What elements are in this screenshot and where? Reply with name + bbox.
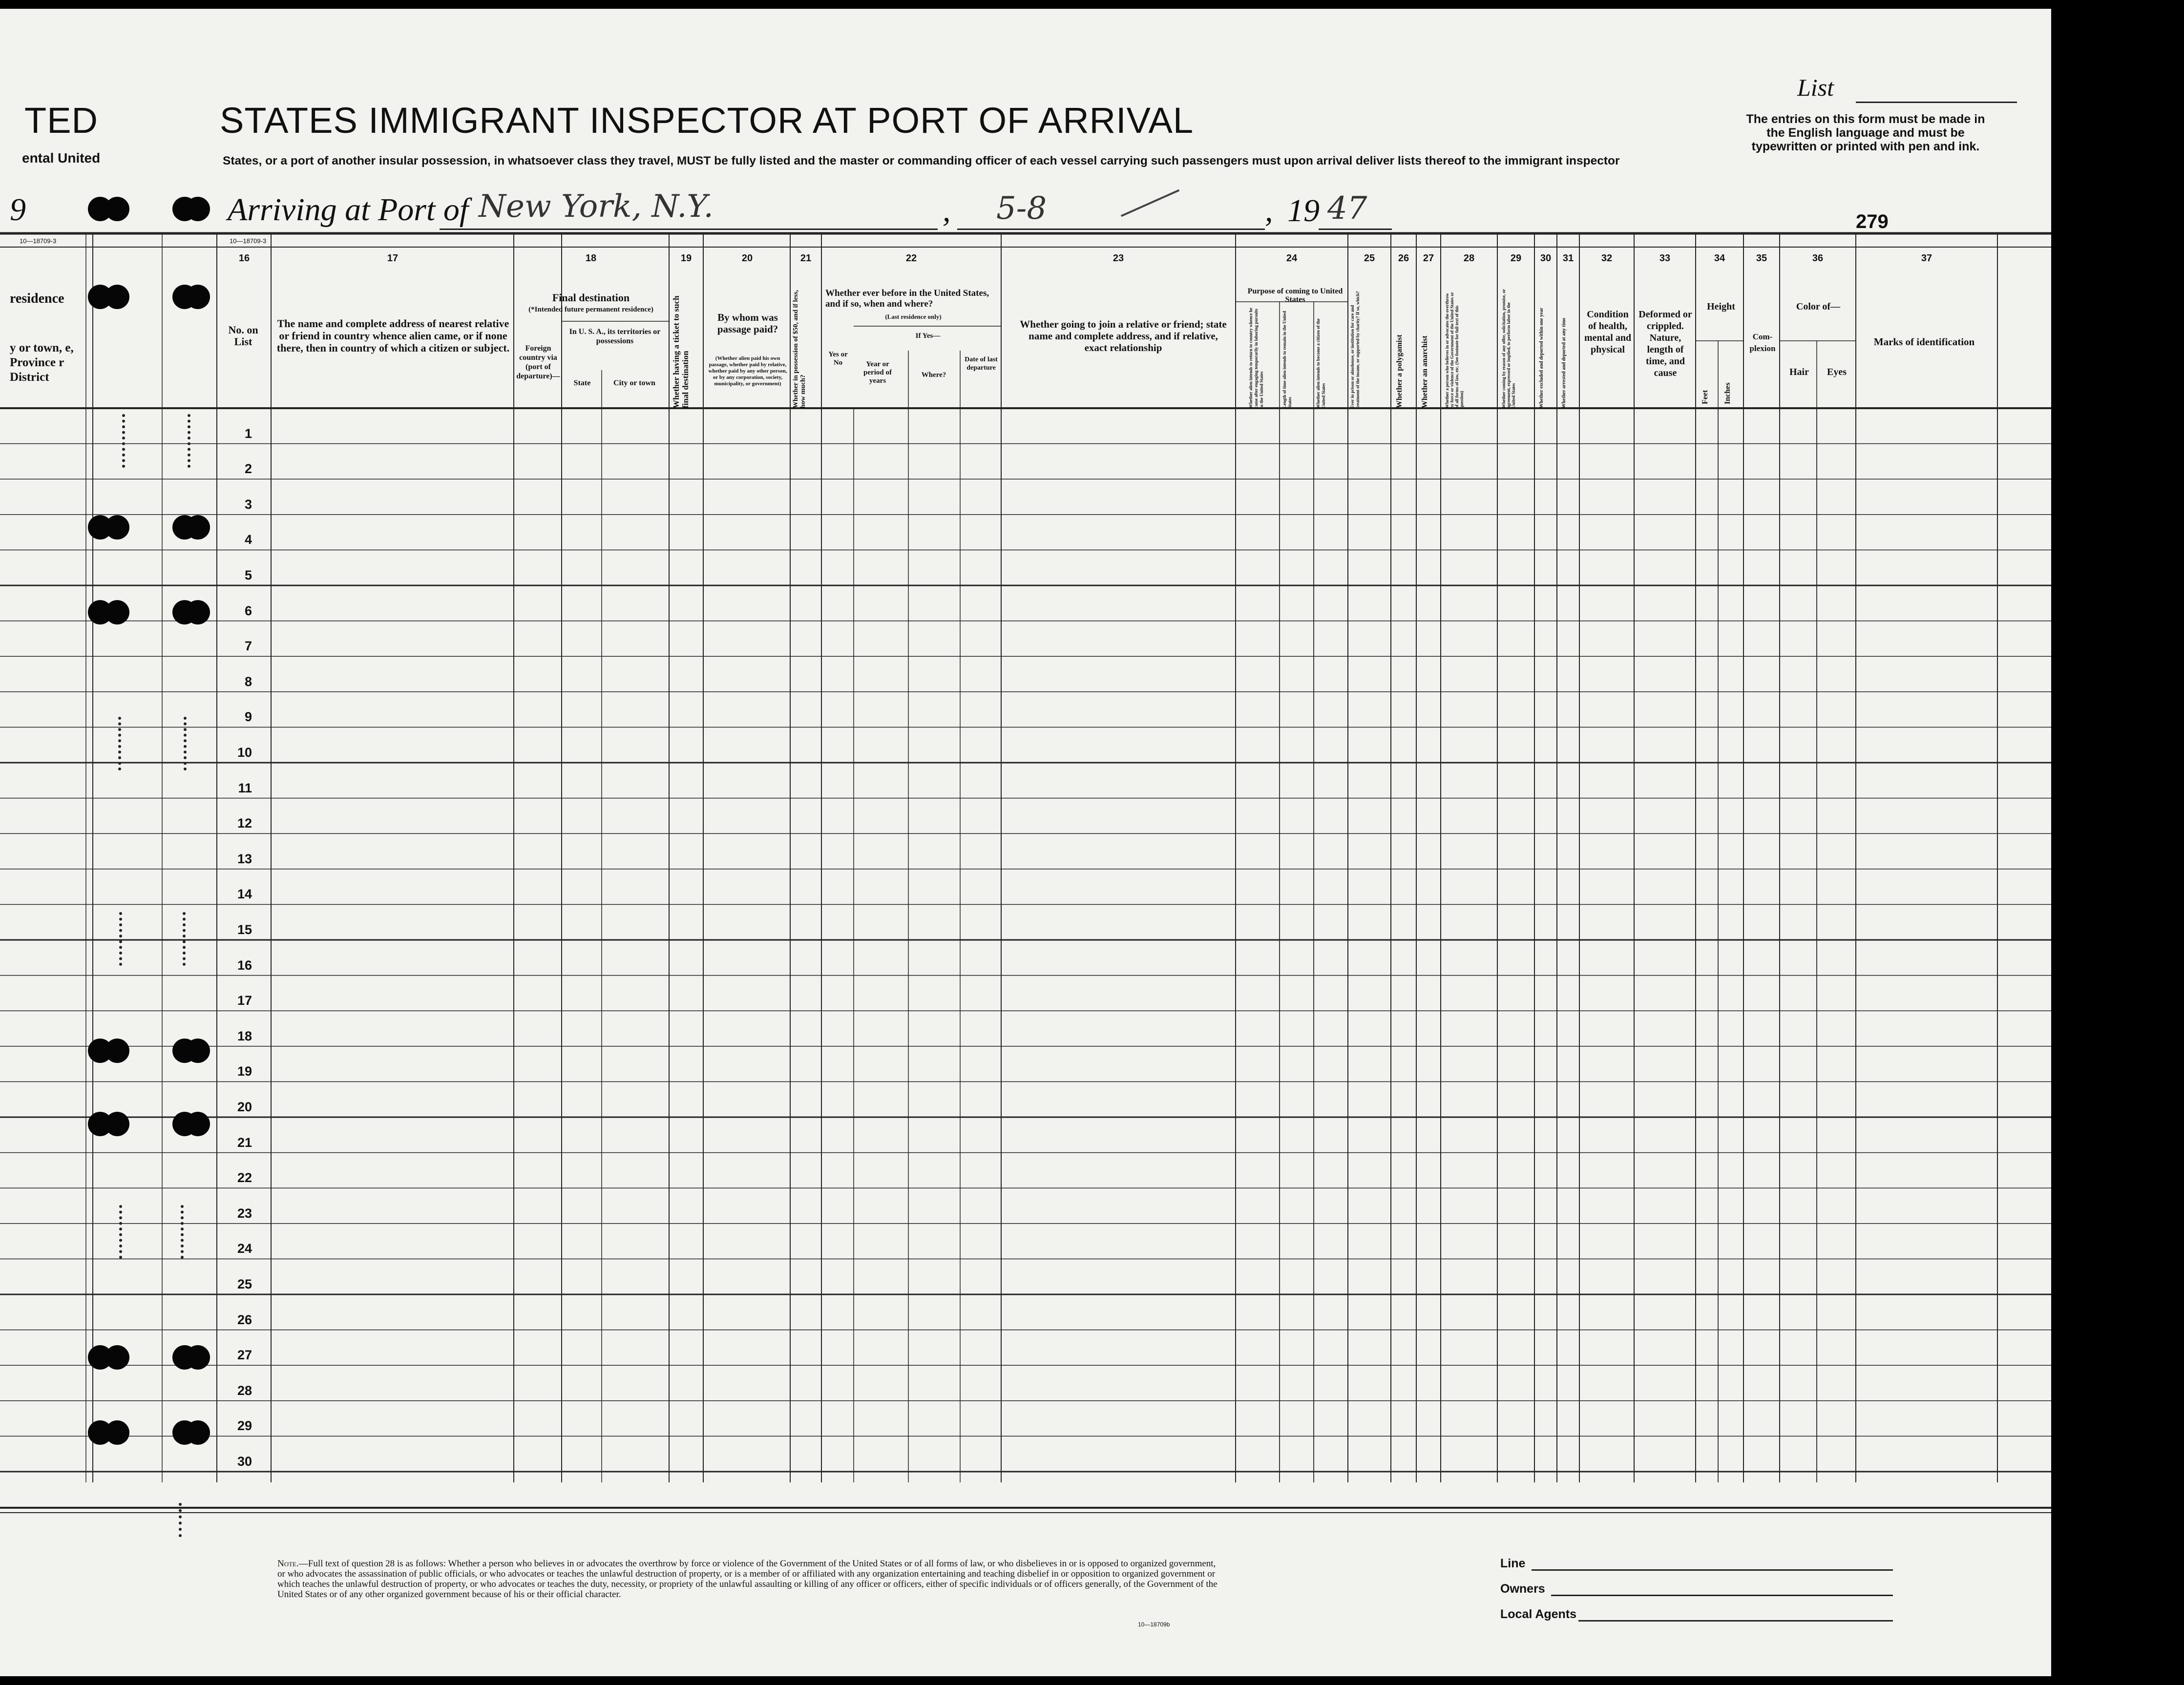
header-purpose-a: Whether alien intends to return to country whence he came after engaging temporarily in laboring pursuits in the United States bbox=[1248, 308, 1264, 408]
header-arrested-deported: Whether arrested and deported at any time bbox=[1561, 317, 1567, 408]
header-ticket: Whether having a ticket to such final destination bbox=[672, 295, 690, 408]
date-handwritten: 5-8 bbox=[996, 190, 1047, 227]
punch-hole bbox=[186, 1420, 210, 1445]
header-if-yes: If Yes— bbox=[915, 332, 941, 340]
punch-hole bbox=[105, 600, 129, 624]
column-number: 19 bbox=[680, 253, 692, 264]
footnote-question-28 bbox=[277, 1559, 1225, 1600]
manifest-sheet bbox=[0, 9, 2051, 1676]
punch-hole bbox=[105, 197, 129, 221]
row-number: 2 bbox=[244, 461, 252, 477]
row-number: 16 bbox=[237, 957, 252, 973]
punch-dots bbox=[184, 717, 189, 770]
punch-dots bbox=[183, 912, 189, 966]
row-number: 11 bbox=[238, 780, 252, 795]
column-number: 16 bbox=[238, 253, 250, 264]
row-number: 25 bbox=[237, 1277, 252, 1291]
header-eyes: Eyes bbox=[1827, 367, 1847, 377]
column-number: 23 bbox=[1113, 253, 1124, 264]
column-number: 37 bbox=[1921, 253, 1932, 264]
form-code-left: 10—18709-3 bbox=[20, 237, 57, 245]
punch-dots bbox=[181, 1205, 187, 1259]
column-number: 33 bbox=[1659, 253, 1671, 264]
punch-dots bbox=[119, 912, 125, 966]
row-number: 18 bbox=[237, 1028, 252, 1043]
arriving-label: Arriving at Port of bbox=[228, 192, 469, 228]
row-number: 22 bbox=[237, 1170, 252, 1186]
row-number: 1 bbox=[244, 426, 252, 441]
header-overthrow: Whether a person who believes in or advocates the overthrow by force or violence of the Government of the United States or of all forms of law, etc. (See footnote for full text of this question) bbox=[1445, 292, 1464, 408]
signature-owners-field[interactable] bbox=[1551, 1595, 1893, 1596]
header-in-usa: In U. S. A., its territories or possessions bbox=[569, 328, 661, 345]
punch-hole bbox=[105, 1345, 129, 1370]
column-number: 36 bbox=[1812, 253, 1824, 264]
column-number: 32 bbox=[1601, 253, 1613, 264]
port-handwritten: New York, N.Y. bbox=[479, 188, 714, 225]
table-grid bbox=[0, 9, 2051, 1676]
header-by-whom-paid-note: (Whether alien paid his own passage, whether paid by relative, whether paid by any other person, or by any corporation, society, municipality, or government) bbox=[708, 355, 787, 387]
punch-hole bbox=[186, 1039, 210, 1063]
header-ever-before: Whether ever before in the United States, and if so, when and where? bbox=[825, 288, 989, 309]
year-handwritten: 47 bbox=[1327, 190, 1367, 227]
header-anarchist: Whether an anarchist bbox=[1421, 335, 1429, 408]
left-fragment: 9 bbox=[10, 192, 26, 228]
row-number: 19 bbox=[237, 1064, 252, 1079]
header-deformed: Deformed or crippled. Nature, length of time, and cause bbox=[1638, 309, 1692, 378]
header-no-on-list: No. on List bbox=[228, 324, 258, 348]
english-language-notice: The entries on this form must be made in the English language and must be typewritten or printed with pen and ink. bbox=[1746, 112, 1985, 153]
header-hair: Hair bbox=[1789, 367, 1809, 377]
header-state: State bbox=[573, 379, 591, 387]
header-feet: Feet bbox=[1701, 390, 1709, 404]
comma-2: , bbox=[1265, 193, 1273, 229]
column-number: 29 bbox=[1510, 253, 1522, 264]
row-number: 7 bbox=[244, 639, 252, 654]
row-number: 12 bbox=[237, 816, 252, 831]
column-number: 34 bbox=[1714, 253, 1725, 264]
row-number: 20 bbox=[237, 1100, 252, 1114]
header-polygamist: Whether a polygamist bbox=[1395, 334, 1404, 408]
header-year-or-period: Year or period of years bbox=[863, 360, 892, 385]
stamped-number: 279 bbox=[1856, 211, 1889, 232]
row-number: 21 bbox=[237, 1135, 252, 1150]
header-date-last-departure: Date of last departure bbox=[965, 356, 998, 372]
header-possession-50: Whether in possession of $50, and if less, how much? bbox=[792, 290, 807, 408]
column-number: 31 bbox=[1562, 253, 1574, 264]
row-number: 5 bbox=[244, 568, 252, 582]
column-number: 25 bbox=[1364, 253, 1375, 264]
header-final-destination-note: (*Intended future permanent residence) bbox=[528, 306, 653, 313]
row-number: 10 bbox=[237, 745, 252, 760]
punch-hole bbox=[186, 197, 210, 221]
header-joining-relative: Whether going to join a relative or friend; state name and complete address, and if relative, exact relationship bbox=[1020, 318, 1227, 354]
row-number: 15 bbox=[237, 922, 252, 937]
row-number: 4 bbox=[244, 532, 252, 547]
row-number: 24 bbox=[237, 1241, 252, 1256]
signature-line-field[interactable] bbox=[1532, 1569, 1893, 1571]
year-prefix: 19 bbox=[1287, 193, 1320, 229]
header-condition-health: Condition of health, mental and physical bbox=[1584, 309, 1632, 355]
header-nearest-relative: The name and complete address of nearest relative or friend in country whence alien came, or if none there, then in country of which a citizen or subject. bbox=[276, 317, 510, 354]
row-number: 3 bbox=[244, 497, 252, 512]
row-number: 9 bbox=[244, 709, 252, 725]
row-number: 14 bbox=[237, 887, 252, 902]
column-number: 21 bbox=[800, 253, 812, 264]
punch-dots bbox=[118, 717, 124, 770]
column-number: 30 bbox=[1540, 253, 1552, 264]
header-yes-or-no: Yes or No bbox=[828, 351, 848, 367]
header-residence-fragment: residence bbox=[10, 291, 64, 306]
header-inches: Inches bbox=[1723, 382, 1732, 404]
header-purpose: Purpose of coming to United States bbox=[1247, 287, 1343, 304]
punch-dots bbox=[122, 414, 128, 468]
signature-local-agents-field[interactable] bbox=[1578, 1620, 1893, 1622]
row-number: 26 bbox=[237, 1312, 252, 1327]
column-number: 20 bbox=[741, 253, 753, 264]
punch-hole bbox=[186, 1112, 210, 1136]
header-city-or-town: City or town bbox=[613, 379, 655, 387]
row-number: 27 bbox=[237, 1348, 252, 1363]
header-complexion: Com-plexion bbox=[1749, 332, 1776, 353]
punch-hole bbox=[105, 1420, 129, 1445]
row-number: 13 bbox=[237, 851, 252, 866]
column-number: 18 bbox=[585, 253, 597, 264]
punch-hole bbox=[186, 285, 210, 309]
footnote-lead: Note. bbox=[277, 1559, 299, 1569]
header-ever-before-note: (Last residence only) bbox=[885, 313, 942, 320]
header-marks: Marks of identification bbox=[1873, 336, 1975, 348]
form-code-mid: 10—18709-3 bbox=[230, 237, 267, 245]
column-number: 26 bbox=[1398, 253, 1409, 264]
header-residence-sub: y or town, e, Province r District bbox=[10, 341, 74, 384]
column-number: 27 bbox=[1423, 253, 1434, 264]
header-foreign-country: Foreign country via (port of departure)— bbox=[516, 344, 560, 380]
subtitle-left-fragment: ental United bbox=[22, 150, 101, 166]
header-offer-promise: Whether coming by reason of any offer, solicitation, promise, or agreement, expressed or implied, to perform labor in the United States bbox=[1501, 289, 1516, 408]
title-left-fragment: TED bbox=[24, 100, 98, 141]
header-final-destination: Final destination bbox=[552, 291, 630, 304]
comma: , bbox=[943, 193, 951, 229]
header-color-of: Color of— bbox=[1796, 301, 1841, 312]
punch-hole bbox=[105, 1039, 129, 1063]
row-number: 23 bbox=[237, 1206, 252, 1221]
column-number: 24 bbox=[1286, 253, 1298, 264]
row-number: 8 bbox=[244, 674, 252, 689]
column-number: 35 bbox=[1756, 253, 1767, 264]
signature-owners-label: Owners bbox=[1500, 1582, 1545, 1596]
signature-line-label: Line bbox=[1500, 1557, 1526, 1570]
header-where: Where? bbox=[921, 371, 946, 379]
column-number: 17 bbox=[387, 253, 399, 264]
punch-dots bbox=[188, 414, 193, 468]
punch-dots bbox=[179, 1503, 185, 1537]
header-by-whom-paid: By whom was passage paid? bbox=[717, 312, 778, 335]
row-number: 30 bbox=[237, 1454, 252, 1469]
punch-hole bbox=[105, 515, 129, 540]
punch-dots bbox=[119, 1205, 125, 1259]
header-purpose-c: Whether alien intends to become a citizen of the United States bbox=[1316, 318, 1326, 408]
column-number: 22 bbox=[905, 253, 917, 264]
punch-hole bbox=[186, 515, 210, 540]
punch-hole bbox=[186, 600, 210, 624]
form-code-bottom: 10—18709b bbox=[1138, 1621, 1170, 1628]
form-title: STATES IMMIGRANT INSPECTOR AT PORT OF ARRIVAL bbox=[220, 100, 1194, 141]
column-number: 28 bbox=[1463, 253, 1475, 264]
list-label: List bbox=[1797, 74, 1834, 101]
row-number: 28 bbox=[237, 1383, 252, 1398]
signature-local-agents-label: Local Agents bbox=[1500, 1607, 1577, 1621]
row-number: 29 bbox=[237, 1418, 252, 1434]
punch-hole bbox=[186, 1345, 210, 1370]
punch-hole bbox=[105, 285, 129, 309]
header-excluded-deported: Whether excluded and deported within one year bbox=[1539, 308, 1544, 408]
punch-hole bbox=[105, 1112, 129, 1136]
header-purpose-b: Length of time alien intends to remain in the United States bbox=[1282, 311, 1292, 408]
form-subtitle: States, or a port of another insular possession, in whatsoever class they travel, MUST be fully listed and the master or commanding officer of each vessel carrying such passengers must upon arrival deliver lists thereof to the immigrant inspector bbox=[223, 154, 1620, 167]
footnote-text: —Full text of question 28 is as follows: Whether a person who believes in or advocates the overthrow by force or violence of the Government of the United States or of all forms of law, or who disbelieves in or is opposed to organized government, or who advocates the assassination of public officials, or who advocates or teaches the unlawful destruction of property, or is a member of or affiliated with any organization entertaining and teaching disbelief in or opposition to organized government or which teaches the unlawful destruction of property, or who advocates or teaches the duty, necessity, or propriety of the unlawful assaulting or killing of any officer or officers, either of specific individuals or of officers generally, of the Government of the United States or of any other organized government because of his or their official character. bbox=[277, 1559, 1218, 1600]
header-height: Height bbox=[1707, 301, 1735, 312]
row-number: 6 bbox=[244, 603, 252, 618]
header-prison-almshouse: Ever in prison or almshouse, or institution for care and treatment of the insane, or supported by charity? If so, which? bbox=[1350, 291, 1360, 408]
row-number: 17 bbox=[237, 993, 252, 1008]
